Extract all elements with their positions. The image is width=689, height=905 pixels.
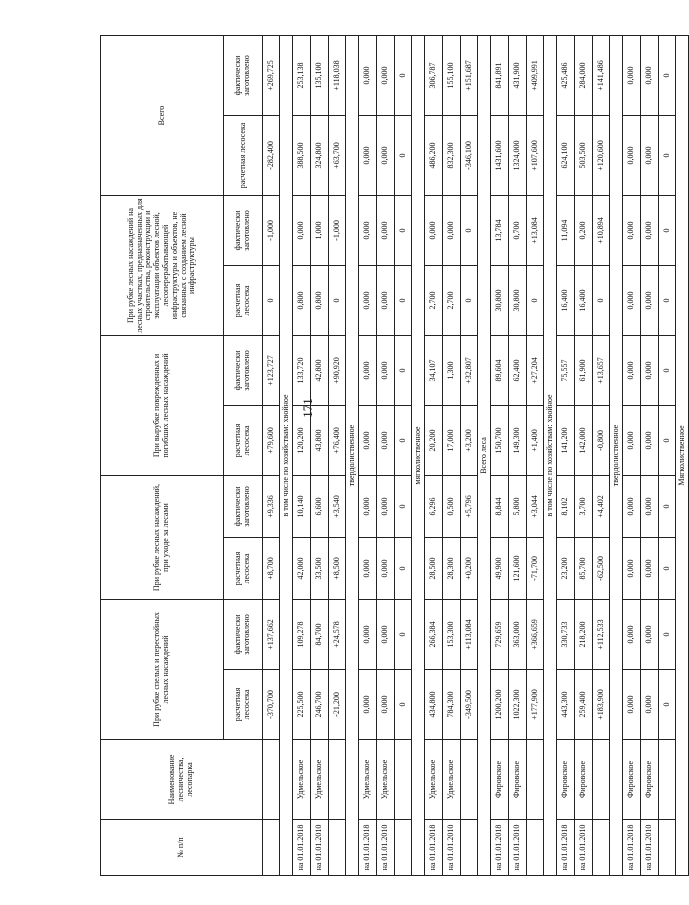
value-cell: 30,800	[491, 266, 509, 336]
diff-cell: +141,486	[593, 36, 610, 116]
section-title: мягколиственное	[412, 36, 425, 876]
value-cell: 246,700	[311, 670, 329, 740]
value-cell: 23,200	[557, 538, 575, 600]
value-cell: 0,000	[623, 538, 641, 600]
group-header-mature: При рубке спелых и перестойных лесных насаждений	[101, 600, 224, 740]
value-cell: 0,000	[623, 116, 641, 196]
value-cell: 1,000	[311, 196, 329, 266]
forestry-name-cell: Фировское	[575, 740, 593, 820]
table-body	[263, 36, 689, 876]
value-cell: 0,000	[377, 116, 395, 196]
value-cell: 0,000	[359, 116, 377, 196]
diff-cell: 0	[461, 266, 478, 336]
diff-cell: +137,662	[263, 600, 280, 670]
value-cell: 330,733	[557, 600, 575, 670]
value-cell: 28,500	[425, 538, 443, 600]
diff-cell: +112,533	[593, 600, 610, 670]
empty-cell	[593, 820, 610, 876]
diff-row	[659, 36, 676, 876]
date-cell: на 01.01.2010	[641, 820, 659, 876]
diff-cell: +113,084	[461, 600, 478, 670]
empty-cell	[329, 740, 346, 820]
section-title: в том числе по хозяйствам: хвойное	[280, 36, 293, 876]
table-row	[575, 36, 593, 876]
value-cell: 1324,000	[509, 116, 527, 196]
empty-cell	[461, 820, 478, 876]
value-cell: 3,700	[575, 476, 593, 538]
value-cell: 624,100	[557, 116, 575, 196]
value-cell: 13,784	[491, 196, 509, 266]
diff-cell: 0	[329, 266, 346, 336]
value-cell: 0,000	[623, 196, 641, 266]
empty-cell	[329, 820, 346, 876]
value-cell: 324,800	[311, 116, 329, 196]
subheader-fact: фактически заготовлено	[224, 476, 263, 538]
table-row	[557, 36, 575, 876]
value-cell: 8,102	[557, 476, 575, 538]
section-title: Мягколиственное	[676, 36, 689, 876]
value-cell: 0,000	[641, 116, 659, 196]
value-cell: 120,200	[293, 406, 311, 476]
group-header-damaged: При вырубке поврежденных и погибших лесных насаждений	[101, 336, 224, 476]
diff-cell: 0	[659, 406, 676, 476]
diff-cell: 0	[659, 600, 676, 670]
diff-cell: -62,500	[593, 538, 610, 600]
value-cell: 259,400	[575, 670, 593, 740]
forestry-name-cell: Фировское	[641, 740, 659, 820]
subheader-calc: расчетная лесосека	[224, 406, 263, 476]
value-cell: 0,000	[377, 406, 395, 476]
section-title: Всего леса	[478, 36, 491, 876]
diff-cell: +1,400	[527, 406, 544, 476]
diff-cell: +4,402	[593, 476, 610, 538]
table-row	[509, 36, 527, 876]
value-cell: 832,300	[443, 116, 461, 196]
subheader-calc: расчетная лесосека	[224, 670, 263, 740]
diff-cell: 0	[395, 336, 412, 406]
diff-cell: 0	[395, 266, 412, 336]
value-cell: 0,000	[641, 196, 659, 266]
date-cell: на 01.01.2018	[425, 820, 443, 876]
forestry-name-cell: Удмельское	[425, 740, 443, 820]
value-cell: 17,000	[443, 406, 461, 476]
value-cell: 0,000	[623, 600, 641, 670]
table-row	[491, 36, 509, 876]
date-cell: на 01.01.2010	[443, 820, 461, 876]
diff-cell: 0	[659, 538, 676, 600]
diff-row	[461, 36, 478, 876]
col-num-header: № п/п	[101, 820, 263, 876]
value-cell: 0,000	[293, 196, 311, 266]
empty-cell	[593, 740, 610, 820]
value-cell: 0,000	[623, 36, 641, 116]
value-cell: 0,000	[359, 476, 377, 538]
diff-cell: +79,600	[263, 406, 280, 476]
empty-cell	[527, 740, 544, 820]
value-cell: 0,000	[623, 336, 641, 406]
diff-cell: +269,725	[263, 36, 280, 116]
date-cell: на 01.01.2018	[491, 820, 509, 876]
value-cell: 34,107	[425, 336, 443, 406]
forestry-name-cell: Удмельское	[293, 740, 311, 820]
value-cell: 61,900	[575, 336, 593, 406]
value-cell: 0,000	[359, 336, 377, 406]
value-cell: 0,000	[641, 600, 659, 670]
diff-cell: -71,700	[527, 538, 544, 600]
section-title: твердолиственное	[610, 36, 623, 876]
value-cell: 149,300	[509, 406, 527, 476]
diff-cell: 0	[395, 116, 412, 196]
value-cell: 6,600	[311, 476, 329, 538]
diff-cell: +13,084	[527, 196, 544, 266]
value-cell: 0,200	[575, 196, 593, 266]
value-cell: 266,384	[425, 600, 443, 670]
value-cell: 42,000	[293, 538, 311, 600]
date-cell: на 01.01.2010	[575, 820, 593, 876]
subheader-calc: расчетная лесосека	[224, 266, 263, 336]
diff-cell: 0	[395, 670, 412, 740]
value-cell: 0,000	[377, 36, 395, 116]
value-cell: 62,400	[509, 336, 527, 406]
diff-cell: 0	[395, 406, 412, 476]
empty-cell	[527, 820, 544, 876]
value-cell: 0,000	[377, 538, 395, 600]
value-cell: 0,000	[377, 266, 395, 336]
value-cell: 6,296	[425, 476, 443, 538]
date-cell: на 01.01.2018	[557, 820, 575, 876]
diff-cell: 0	[527, 266, 544, 336]
value-cell: 306,787	[425, 36, 443, 116]
diff-cell: -1,000	[329, 196, 346, 266]
date-cell: на 01.01.2018	[359, 820, 377, 876]
value-cell: 1431,600	[491, 116, 509, 196]
forestry-name-cell: Удмельское	[377, 740, 395, 820]
value-cell: 0,000	[623, 406, 641, 476]
value-cell: 0,000	[377, 196, 395, 266]
value-cell: 49,900	[491, 538, 509, 600]
value-cell: 729,659	[491, 600, 509, 670]
value-cell: 0,000	[377, 670, 395, 740]
value-cell: 85,700	[575, 538, 593, 600]
subheader-fact: фактически заготовлено	[224, 196, 263, 266]
value-cell: 43,800	[311, 406, 329, 476]
diff-cell: 0	[395, 538, 412, 600]
value-cell: 0,000	[425, 196, 443, 266]
value-cell: 75,557	[557, 336, 575, 406]
value-cell: 431,900	[509, 36, 527, 116]
group-header-construction: При рубке лесных насаждений на лесных участках, предназначенных для строительства, реконструкции и эксплуатации объектов лесной, лесоперерабатывающей инфраструктуры и объектов, не связанных с созданием лесной инфраструктуры	[101, 196, 224, 336]
value-cell: 0,000	[623, 476, 641, 538]
diff-cell: +13,657	[593, 336, 610, 406]
diff-cell: -349,500	[461, 670, 478, 740]
value-cell: 0,000	[359, 406, 377, 476]
value-cell: 0,000	[641, 538, 659, 600]
empty-cell	[395, 820, 412, 876]
diff-cell: +118,038	[329, 36, 346, 116]
value-cell: 0,000	[641, 336, 659, 406]
diff-cell: 0	[659, 116, 676, 196]
value-cell: 150,700	[491, 406, 509, 476]
value-cell: 20,200	[425, 406, 443, 476]
value-cell: 253,138	[293, 36, 311, 116]
section-row	[280, 36, 293, 876]
diff-cell: +63,700	[329, 116, 346, 196]
value-cell: 388,500	[293, 116, 311, 196]
value-cell: 0,500	[443, 476, 461, 538]
diff-cell: 0	[659, 336, 676, 406]
diff-cell: +3,200	[461, 406, 478, 476]
value-cell: 0,800	[311, 266, 329, 336]
empty-cell	[461, 740, 478, 820]
value-cell: 0,000	[623, 266, 641, 336]
value-cell: 121,600	[509, 538, 527, 600]
value-cell: 16,400	[575, 266, 593, 336]
diff-cell: 0	[395, 196, 412, 266]
diff-cell: +27,204	[527, 336, 544, 406]
value-cell: 503,500	[575, 116, 593, 196]
value-cell: 0,000	[377, 476, 395, 538]
value-cell: 153,300	[443, 600, 461, 670]
section-title: твердолиственное	[346, 36, 359, 876]
diff-cell: +10,894	[593, 196, 610, 266]
table-row	[293, 36, 311, 876]
date-cell: на 01.01.2018	[623, 820, 641, 876]
value-cell: 784,300	[443, 670, 461, 740]
value-cell: 10,140	[293, 476, 311, 538]
diff-cell: +90,920	[329, 336, 346, 406]
value-cell: 2,700	[443, 266, 461, 336]
diff-cell: -0,800	[593, 406, 610, 476]
diff-cell: 0	[659, 266, 676, 336]
subheader-fact: фактически заготовлено	[224, 600, 263, 670]
value-cell: 363,000	[509, 600, 527, 670]
diff-cell: 0	[659, 196, 676, 266]
forestry-name-cell: Удмельское	[311, 740, 329, 820]
subheader-calc: расчетная лесосека	[224, 116, 263, 196]
value-cell: 0,000	[359, 196, 377, 266]
value-cell: 28,300	[443, 538, 461, 600]
diff-cell: +3,044	[527, 476, 544, 538]
diff-cell: -21,200	[329, 670, 346, 740]
value-cell: 11,094	[557, 196, 575, 266]
diff-cell: +151,687	[461, 36, 478, 116]
table-row	[311, 36, 329, 876]
diff-cell: +183,900	[593, 670, 610, 740]
section-title: в том числе по хозяйствам: хвойное	[544, 36, 557, 876]
value-cell: 218,200	[575, 600, 593, 670]
diff-cell: +8,500	[329, 538, 346, 600]
header-row-groups	[101, 36, 224, 876]
diff-cell: 0	[395, 600, 412, 670]
value-cell: 0,800	[293, 266, 311, 336]
diff-cell: -370,700	[263, 670, 280, 740]
diff-cell: +409,991	[527, 36, 544, 116]
diff-cell: 0	[461, 196, 478, 266]
section-row	[676, 36, 689, 876]
value-cell: 434,800	[425, 670, 443, 740]
value-cell: 0,000	[641, 406, 659, 476]
diff-cell: +8,700	[263, 538, 280, 600]
value-cell: 841,891	[491, 36, 509, 116]
section-row	[346, 36, 359, 876]
value-cell: 5,800	[509, 476, 527, 538]
value-cell: 155,100	[443, 36, 461, 116]
table-row	[641, 36, 659, 876]
value-cell: 0,000	[359, 36, 377, 116]
value-cell: 0,000	[359, 266, 377, 336]
diff-row	[527, 36, 544, 876]
value-cell: 0,000	[359, 670, 377, 740]
subheader-calc: расчетная лесосека	[224, 538, 263, 600]
empty-cell	[659, 740, 676, 820]
col-name-header: Наименование лесничества, лесопарка	[101, 740, 263, 820]
diff-cell: +120,600	[593, 116, 610, 196]
value-cell: 16,400	[557, 266, 575, 336]
diff-cell: -282,400	[263, 116, 280, 196]
value-cell: 0,000	[641, 670, 659, 740]
diff-cell: +366,659	[527, 600, 544, 670]
table-row	[359, 36, 377, 876]
value-cell: 1200,200	[491, 670, 509, 740]
value-cell: 0,000	[623, 670, 641, 740]
diff-cell: 0	[659, 670, 676, 740]
table-row	[377, 36, 395, 876]
value-cell: 8,844	[491, 476, 509, 538]
group-header-care: При рубке лесных насаждений, при уходе за лесами	[101, 476, 224, 600]
value-cell: 1,300	[443, 336, 461, 406]
diff-row	[329, 36, 346, 876]
subheader-fact: фактически заготовлено	[224, 336, 263, 406]
value-cell: 0,000	[359, 538, 377, 600]
value-cell: 109,278	[293, 600, 311, 670]
empty-cell	[395, 740, 412, 820]
forestry-name-cell: Удмельское	[359, 740, 377, 820]
diff-cell: 0	[395, 476, 412, 538]
value-cell: 443,300	[557, 670, 575, 740]
value-cell: 135,100	[311, 36, 329, 116]
value-cell: 0,000	[377, 600, 395, 670]
diff-cell: -346,100	[461, 116, 478, 196]
table-row	[443, 36, 461, 876]
date-cell: на 01.01.2010	[509, 820, 527, 876]
forest-harvest-table	[100, 35, 689, 876]
value-cell: 133,720	[293, 336, 311, 406]
diff-cell: +177,900	[527, 670, 544, 740]
section-row	[412, 36, 425, 876]
date-cell: на 01.01.2010	[377, 820, 395, 876]
value-cell: 225,500	[293, 670, 311, 740]
diff-cell: +3,540	[329, 476, 346, 538]
value-cell: 30,800	[509, 266, 527, 336]
value-cell: 0,000	[641, 266, 659, 336]
table-row	[623, 36, 641, 876]
value-cell: 33,500	[311, 538, 329, 600]
value-cell: 425,486	[557, 36, 575, 116]
forestry-name-cell: Фировское	[557, 740, 575, 820]
diff-cell: 0	[593, 266, 610, 336]
section-row	[478, 36, 491, 876]
value-cell: 0,700	[509, 196, 527, 266]
empty-cell	[659, 820, 676, 876]
value-cell: 0,000	[641, 36, 659, 116]
page-number: 171	[299, 398, 315, 418]
value-cell: 0,000	[641, 476, 659, 538]
value-cell: 84,700	[311, 600, 329, 670]
section-row	[610, 36, 623, 876]
value-cell: 486,200	[425, 116, 443, 196]
diff-cell: +24,578	[329, 600, 346, 670]
diff-cell: +32,807	[461, 336, 478, 406]
subheader-fact: фактически заготовлено	[224, 36, 263, 116]
value-cell: 0,000	[377, 336, 395, 406]
forestry-name-cell: Удмельское	[443, 740, 461, 820]
diff-cell: +107,600	[527, 116, 544, 196]
date-cell: на 01.01.2010	[311, 820, 329, 876]
rotated-table-container	[100, 36, 686, 876]
date-cell: на 01.01.2018	[293, 820, 311, 876]
diff-cell: -1,000	[263, 196, 280, 266]
diff-row	[263, 36, 280, 876]
table-row	[425, 36, 443, 876]
section-row	[544, 36, 557, 876]
value-cell: 0,000	[443, 196, 461, 266]
diff-cell: +5,796	[461, 476, 478, 538]
value-cell: 141,200	[557, 406, 575, 476]
value-cell: 42,800	[311, 336, 329, 406]
value-cell: 89,604	[491, 336, 509, 406]
value-cell: 284,000	[575, 36, 593, 116]
diff-row	[395, 36, 412, 876]
group-header-total: Всего	[101, 36, 224, 196]
value-cell: 1022,300	[509, 670, 527, 740]
diff-cell: +123,727	[263, 336, 280, 406]
diff-cell: 0	[263, 266, 280, 336]
diff-row	[593, 36, 610, 876]
value-cell: 2,700	[425, 266, 443, 336]
diff-cell: 0	[395, 36, 412, 116]
value-cell: 142,000	[575, 406, 593, 476]
forestry-name-cell: Фировское	[623, 740, 641, 820]
forestry-name-cell: Фировское	[509, 740, 527, 820]
diff-cell: +0,200	[461, 538, 478, 600]
diff-cell: 0	[659, 476, 676, 538]
forestry-name-cell: Фировское	[491, 740, 509, 820]
diff-cell: 0	[659, 36, 676, 116]
diff-cell: +9,336	[263, 476, 280, 538]
diff-cell: +76,400	[329, 406, 346, 476]
value-cell: 0,000	[359, 600, 377, 670]
